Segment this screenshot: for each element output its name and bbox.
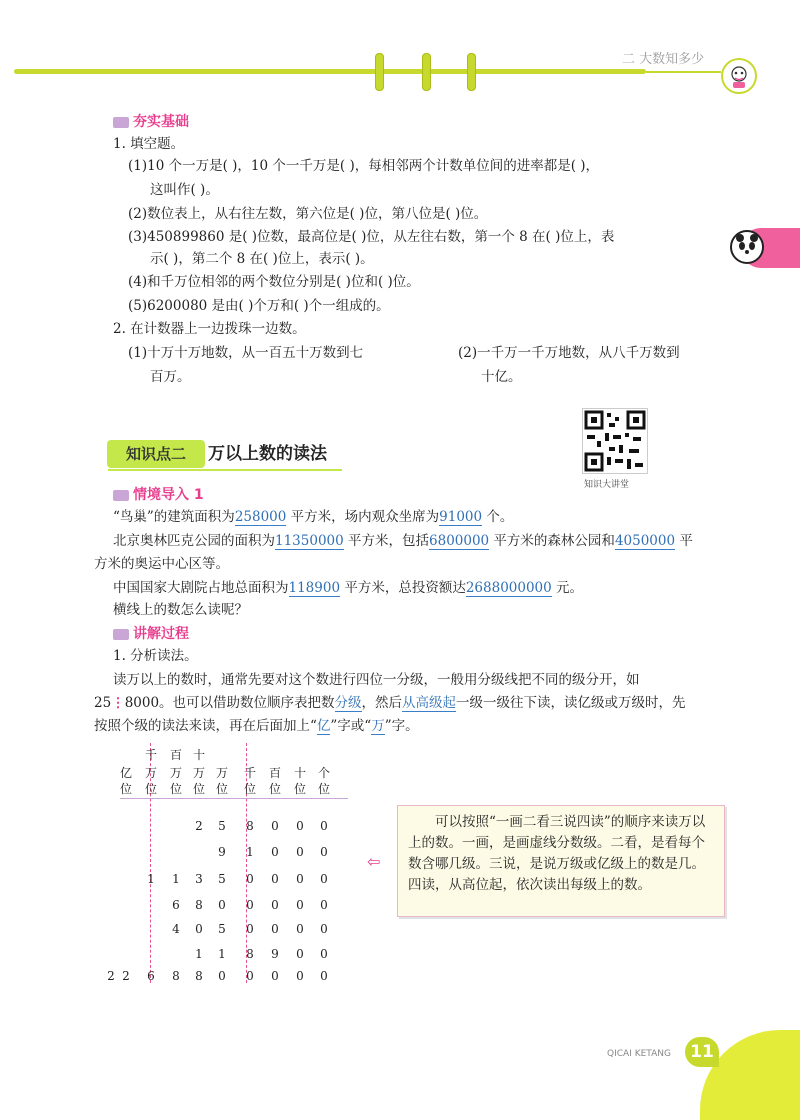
- table-cell: 2: [107, 969, 115, 983]
- question-line: 示( )，第二个 8 在( )位上，表示( )。: [150, 251, 374, 267]
- table-cell: 0: [246, 922, 254, 936]
- table-cell: 0: [320, 922, 328, 936]
- explain-line: 按照个级的读法来读，再在后面加上“亿”字或“万”字。: [94, 718, 419, 734]
- intro-line: 中国国家大剧院占地总面积为118900 平方米，总投资额达2688000000 元。: [113, 580, 584, 596]
- question-line: (2)数位表上，从右往左数，第六位是( )位，第八位是( )位。: [128, 206, 488, 222]
- table-header-place: 位: [243, 782, 256, 796]
- question-line: (5)6200080 是由( )个万和( )个一组成的。: [128, 298, 390, 314]
- table-cell: 0: [195, 922, 203, 936]
- tip-text: 可以按照“一画二看三说四读”的顺序来读万以上的数。一画，是画虚线分数级。二看，是看每个数含哪几级。三说，是说万级或亿级上的数是几。四读，从高位起，依次读出每级上的数。: [408, 814, 706, 893]
- table-cell: 8: [246, 819, 254, 833]
- tip-box: [397, 805, 725, 917]
- header-rule-thin: [646, 71, 721, 73]
- table-cell: 0: [271, 819, 279, 833]
- table-header-unit: 个: [317, 766, 330, 780]
- table-cell: 0: [271, 845, 279, 859]
- table-cell: 8: [195, 898, 203, 912]
- question-line: 百万。: [150, 369, 191, 385]
- table-cell: 5: [218, 922, 226, 936]
- table-cell: 1: [147, 872, 155, 886]
- table-cell: 0: [296, 872, 304, 886]
- table-cell: 9: [218, 845, 226, 859]
- table-cell: 1: [195, 947, 203, 961]
- table-header-place: 位: [268, 782, 281, 796]
- table-cell: 0: [320, 947, 328, 961]
- table-header-unit: 万: [215, 766, 228, 780]
- table-cell: 2: [195, 819, 203, 833]
- table-cell: 0: [246, 969, 254, 983]
- book-icon: [113, 490, 129, 501]
- table-cell: 0: [320, 969, 328, 983]
- table-cell: 0: [218, 969, 226, 983]
- section-heading: 夯实基础: [113, 111, 189, 131]
- header-rule: [14, 69, 646, 74]
- question-line: (2)一千万一千万地数，从八千万数到: [458, 345, 680, 361]
- table-cell: 5: [218, 819, 226, 833]
- table-header-prefix: 千: [144, 748, 157, 762]
- arrow-left-icon: ⇦: [367, 852, 381, 871]
- table-header-place: 位: [215, 782, 228, 796]
- table-cell: 0: [320, 819, 328, 833]
- knowledge-underline: [108, 469, 342, 471]
- question-line: 十亿。: [481, 369, 522, 385]
- table-header-prefix: 百: [169, 748, 182, 762]
- table-header-place: 位: [169, 782, 182, 796]
- explain-line: 25⋮8000。也可以借助数位顺序表把数分级，然后从高级起一级一级往下读，读亿级或万级时，先: [94, 695, 686, 711]
- table-header-rule: [120, 798, 348, 799]
- table-header-unit: 百: [268, 766, 281, 780]
- table-cell: 0: [296, 922, 304, 936]
- intro-line: 方米的奥运中心区等。: [94, 556, 229, 572]
- table-cell: 0: [320, 845, 328, 859]
- table-cell: 0: [271, 872, 279, 886]
- table-header-place: 位: [119, 782, 132, 796]
- intro-line: 北京奥林匹克公园的面积为11350000 平方米，包括6800000 平方米的森林公园和4050000 平: [113, 533, 693, 549]
- question-line: (1)10 个一万是( )，10 个一千万是( )，每相邻两个计数单位间的进率都是( )，: [128, 158, 600, 174]
- table-cell: 4: [172, 922, 180, 936]
- knowledge-title: 万以上数的读法: [208, 444, 327, 464]
- table-header-place: 位: [144, 782, 157, 796]
- explain-step: 1. 分析读法。: [113, 648, 198, 664]
- table-cell: 0: [271, 922, 279, 936]
- table-header-unit: 十: [293, 766, 306, 780]
- table-cell: 6: [172, 898, 180, 912]
- knowledge-badge: 知识点二: [107, 440, 205, 468]
- mascot-icon: [721, 58, 757, 94]
- book-icon: [113, 117, 129, 128]
- table-cell: 0: [296, 898, 304, 912]
- table-header-unit: 万: [169, 766, 182, 780]
- table-cell: 8: [246, 947, 254, 961]
- table-header-place: 位: [293, 782, 306, 796]
- table-cell: 0: [296, 947, 304, 961]
- table-cell: 0: [271, 898, 279, 912]
- table-header-prefix: 十: [192, 748, 205, 762]
- table-cell: 0: [246, 898, 254, 912]
- panda-icon: [730, 230, 764, 264]
- chapter-title: 二 大数知多少: [622, 52, 705, 67]
- section-heading: 讲解过程: [113, 623, 189, 643]
- table-cell: 0: [296, 969, 304, 983]
- qr-caption: 知识大讲堂: [584, 480, 630, 490]
- question-line: 这叫作( )。: [150, 182, 219, 198]
- table-cell: 8: [195, 969, 203, 983]
- question-line: (1)十万十万地数，从一百五十万数到七: [128, 345, 364, 361]
- binder-ring-icon: [467, 53, 476, 91]
- table-cell: 8: [172, 969, 180, 983]
- table-header-unit: 亿: [119, 766, 132, 780]
- binder-ring-icon: [375, 53, 384, 91]
- table-cell: 0: [271, 969, 279, 983]
- binder-ring-icon: [422, 53, 431, 91]
- explain-line: 读万以上的数时，通常先要对这个数进行四位一分级，一般用分级线把不同的级分开，如: [113, 672, 640, 688]
- question-label: 1. 填空题。: [113, 136, 185, 152]
- table-cell: 0: [218, 898, 226, 912]
- table-cell: 0: [320, 872, 328, 886]
- table-header-place: 位: [192, 782, 205, 796]
- table-cell: 9: [271, 947, 279, 961]
- table-header-unit: 万: [192, 766, 205, 780]
- table-header-unit: 千: [243, 766, 256, 780]
- table-cell: 6: [147, 969, 155, 983]
- table-cell: 0: [320, 898, 328, 912]
- table-cell: 0: [246, 872, 254, 886]
- table-cell: 2: [122, 969, 130, 983]
- table-cell: 1: [246, 845, 254, 859]
- table-cell: 1: [172, 872, 180, 886]
- question-line: (3)450899860 是( )位数，最高位是( )位，从左往右数，第一个 8 在( )位上，表: [128, 229, 615, 245]
- question-line: (4)和千万位相邻的两个数位分别是( )位和( )位。: [128, 274, 420, 290]
- question-label: 2. 在计数器上一边拨珠一边数。: [113, 321, 306, 337]
- page-number: 11: [685, 1037, 719, 1067]
- intro-line: “鸟巢”的建筑面积为258000 平方米，场内观众坐席为91000 个。: [113, 509, 514, 525]
- table-cell: 1: [218, 947, 226, 961]
- table-header-unit: 万: [144, 766, 157, 780]
- intro-question: 横线上的数怎么读呢？: [113, 602, 248, 618]
- table-cell: 5: [218, 872, 226, 886]
- table-cell: 3: [195, 872, 203, 886]
- footer-brand: QICAI KETANG: [607, 1049, 671, 1059]
- table-cell: 0: [296, 845, 304, 859]
- table-cell: 0: [296, 819, 304, 833]
- qr-code-icon[interactable]: [582, 408, 648, 474]
- section-heading: 情境导入 1: [113, 484, 204, 504]
- table-header-place: 位: [317, 782, 330, 796]
- book-icon: [113, 629, 129, 640]
